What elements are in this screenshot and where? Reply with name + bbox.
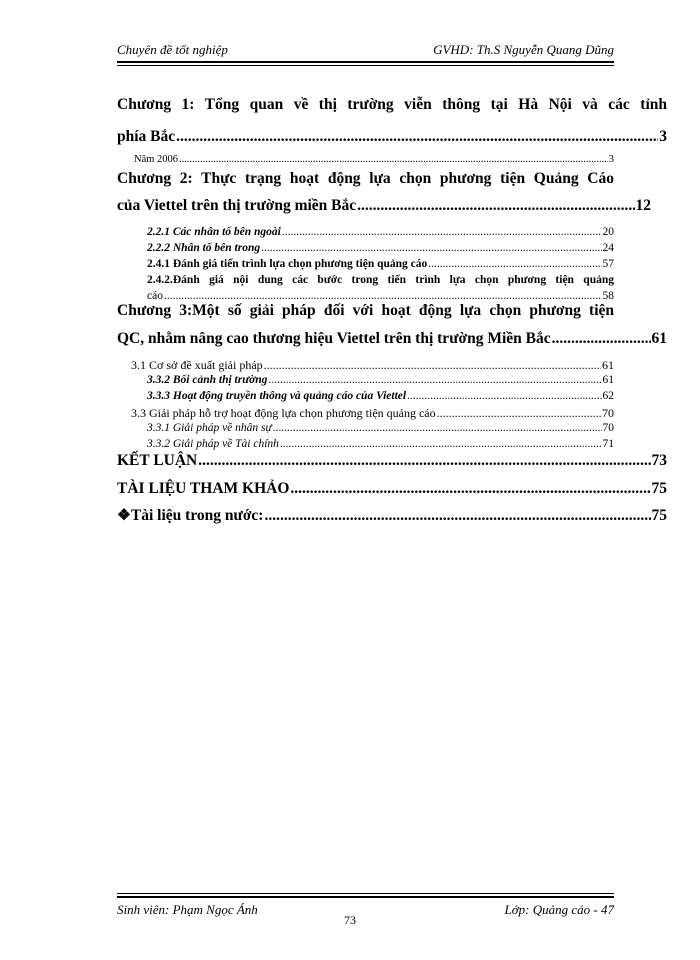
- toc-item-page: 75: [651, 507, 667, 524]
- toc-item-label: 2.2.1 Các nhân tố bên ngoài: [147, 226, 281, 238]
- toc-chapter-1-line-2[interactable]: [117, 128, 667, 146]
- leader-dots: [176, 128, 658, 146]
- toc-item-nam-2006[interactable]: [134, 154, 614, 165]
- toc-item-3-3-2[interactable]: [147, 374, 614, 386]
- toc-item-page: 75: [651, 480, 667, 497]
- page-header: [117, 42, 614, 62]
- leader-dots: [179, 154, 608, 165]
- footer-class: Lớp: Quảng cáo - 47: [504, 902, 614, 917]
- toc-item-label: 3.3.1 Giải pháp về nhân sự: [147, 422, 272, 434]
- toc-item-label: 3.3.3 Hoạt động truyền thông và quảng cáo của Viettel: [147, 390, 407, 402]
- toc-item-label: KẾT LUẬN: [117, 452, 198, 469]
- toc-item-page: 61: [602, 374, 614, 386]
- leader-dots: [261, 242, 601, 254]
- leader-dots: [273, 422, 602, 434]
- toc-item-2-2-1[interactable]: [147, 226, 614, 238]
- toc-item-page: 20: [602, 226, 614, 238]
- toc-item-3-3-3[interactable]: [147, 390, 614, 402]
- toc-item-2-4-2-line-2[interactable]: [147, 290, 614, 302]
- leader-dots: [290, 480, 650, 498]
- toc-item-page: 70: [602, 422, 614, 434]
- toc-chapter-2-page: 12: [635, 197, 651, 214]
- leader-dots: [357, 197, 634, 215]
- toc-item-3-3-1[interactable]: [147, 422, 614, 434]
- toc-item-page: 24: [602, 242, 614, 254]
- toc-item-label: 2.4.1 Đánh giá tiến trình lựa chọn phương tiện quảng cáo: [147, 258, 428, 270]
- toc-chapter-1-line-1[interactable]: Chương 1: Tổng quan về thị trường viễn thông tại Hà Nội và các tỉnh: [117, 96, 667, 113]
- leader-dots: [407, 390, 601, 402]
- toc-chapter-3-line-2[interactable]: [117, 330, 667, 348]
- toc-item-label: 2.4.2.Đánh giá nội dung các bước trong tiến trình lựa chọn phương tiện quảng: [147, 274, 614, 286]
- toc-item-3-1[interactable]: [131, 358, 614, 373]
- toc-item-page: 3: [608, 154, 614, 165]
- toc-chapter-1-title-end: phía Bắc: [117, 128, 176, 145]
- toc-item-label-end: cáo: [147, 290, 163, 302]
- toc-item-page: 71: [602, 438, 614, 450]
- toc-chapter-2-line-1[interactable]: Chương 2: Thực trạng hoạt động lựa chọn phương tiện Quảng Cáo: [117, 170, 614, 187]
- toc-tai-lieu-trong-nuoc[interactable]: [117, 506, 667, 525]
- toc-item-label: TÀI LIỆU THAM KHẢO: [117, 480, 290, 497]
- toc-item-3-3[interactable]: [131, 406, 614, 421]
- header-rule-thin: [117, 65, 614, 66]
- toc-item-page: 73: [651, 452, 667, 469]
- toc-item-page: 57: [602, 258, 614, 270]
- toc-item-2-4-1[interactable]: [147, 258, 614, 270]
- toc-item-page: 58: [602, 290, 614, 302]
- header-supervisor: GVHD: Th.S Nguyễn Quang Dũng: [433, 42, 614, 57]
- toc-ket-luan[interactable]: [117, 452, 667, 470]
- toc-item-label: Tài liệu trong nước:: [130, 507, 264, 524]
- leader-dots: [268, 374, 601, 386]
- leader-dots: [437, 406, 601, 421]
- page-number: 73: [344, 913, 356, 927]
- toc-item-label: Năm 2006: [134, 154, 179, 165]
- footer-rule-thick: [117, 896, 614, 898]
- toc-item-label: 3.3.2 Bối cảnh thị trường: [147, 374, 268, 386]
- footer-student: Sinh viên: Phạm Ngọc Ánh: [117, 902, 258, 917]
- leader-dots: [552, 330, 651, 348]
- header-rule-thick: [117, 61, 614, 63]
- toc-chapter-1-page: 3: [659, 128, 667, 145]
- leader-dots: [428, 258, 601, 270]
- toc-chapter-3-title-end: QC, nhằm nâng cao thương hiệu Viettel trên thị trường Miền Bắc: [117, 330, 551, 347]
- leader-dots: [280, 438, 602, 450]
- toc-item-page: 70: [602, 406, 614, 420]
- leader-dots: [264, 507, 650, 525]
- header-left-title: Chuyên đề tốt nghiệp: [117, 42, 228, 57]
- toc-item-page: 62: [602, 390, 614, 402]
- toc-item-2-2-2[interactable]: [147, 242, 614, 254]
- toc-item-2-4-2-line-1[interactable]: [147, 274, 614, 286]
- toc-item-label: 3.1 Cơ sở đề xuất giải pháp: [131, 358, 263, 372]
- toc-chapter-2-title-end: của Viettel trên thị trường miền Bắc: [117, 197, 357, 214]
- leader-dots: [198, 452, 650, 470]
- bullet-diamond-icon: ❖: [117, 507, 131, 524]
- toc-tai-lieu-tham-khao[interactable]: [117, 480, 667, 498]
- toc-chapter-3-page: 61: [651, 330, 667, 347]
- toc-item-label: 3.3 Giải pháp hỗ trợ hoạt động lựa chọn phương tiện quảng cáo: [131, 406, 436, 420]
- leader-dots: [264, 358, 601, 373]
- toc-item-page: 61: [602, 358, 614, 372]
- toc-item-3-3-2-finance[interactable]: [147, 438, 614, 450]
- footer-rule-thin: [117, 893, 614, 894]
- toc-item-label: 2.2.2 Nhân tố bên trong: [147, 242, 261, 254]
- toc-chapter-3-line-1[interactable]: Chương 3:Một số giải pháp đối với hoạt động lựa chọn phương tiện: [117, 302, 614, 319]
- leader-dots: [164, 290, 602, 302]
- toc-chapter-2-line-2[interactable]: [117, 197, 651, 215]
- toc-item-label: 3.3.2 Giải pháp về Tài chính: [147, 438, 279, 450]
- leader-dots: [282, 226, 602, 238]
